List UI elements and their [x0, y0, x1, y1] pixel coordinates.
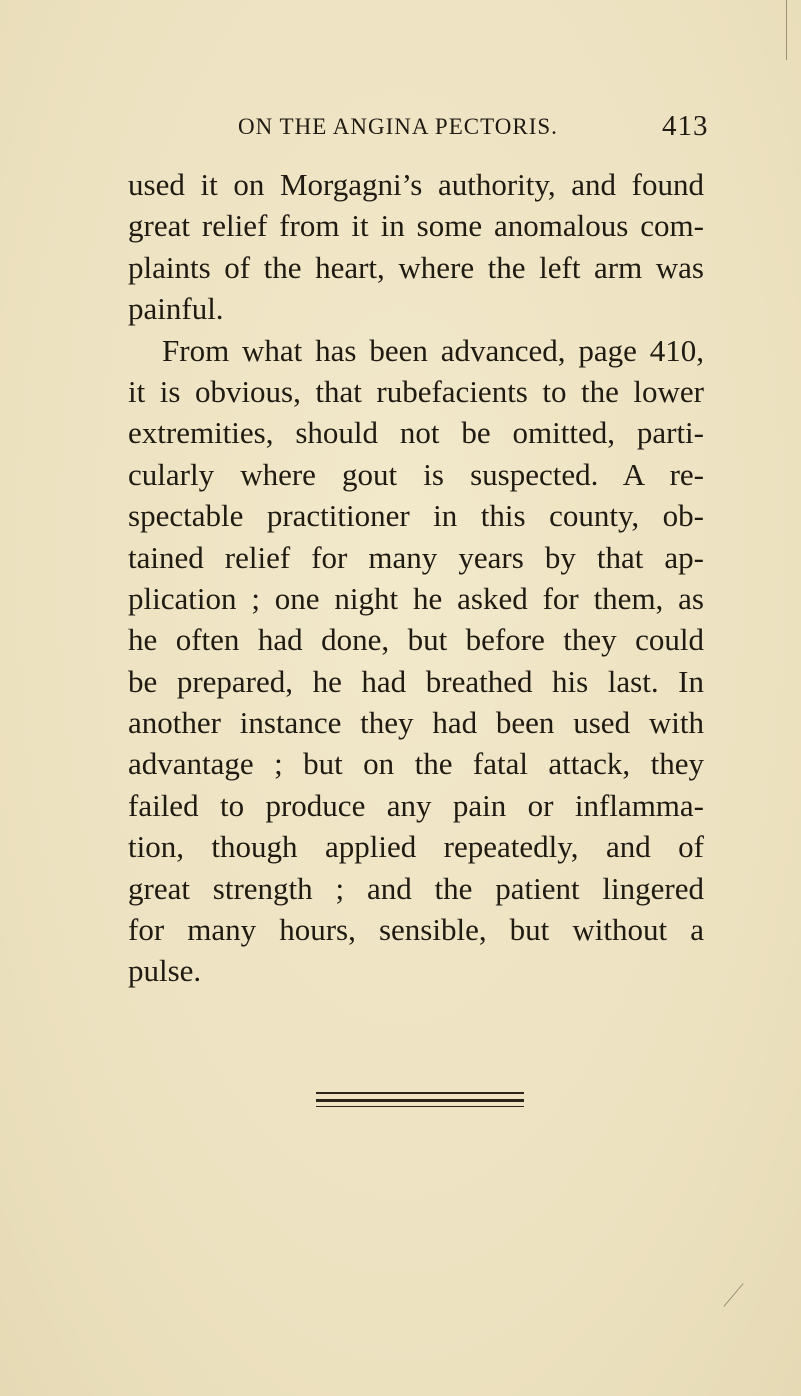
body-text: [128, 164, 704, 992]
text-line: tained relief for many years by that ap-: [128, 539, 704, 575]
page-edge-mark: [786, 0, 787, 60]
text-line: extremities, should not be omitted, parti-: [128, 415, 704, 451]
text-line: advantage ; but on the fatal attack, they: [128, 746, 704, 782]
text-line: be prepared, he had breathed his last. In: [128, 663, 704, 699]
text-line: used it on Morgagni’s authority, and found: [128, 167, 704, 202]
text-line: plication ; one night he asked for them, as: [128, 580, 704, 616]
section-rule: [316, 1099, 524, 1102]
text-line: cularly where gout is suspected. A re-: [128, 456, 704, 492]
section-rule: [316, 1092, 524, 1094]
text-line: it is obvious, that rubefacients to the lower: [128, 373, 704, 409]
text-line: another instance they had been used with: [128, 705, 704, 741]
text-line: tion, though applied repeatedly, and of: [128, 829, 704, 865]
text-line: he often had done, but before they could: [128, 622, 704, 658]
text-line: great strength ; and the patient lingered: [128, 870, 704, 906]
text-line: failed to produce any pain or inflamma-: [128, 787, 704, 823]
page-edge-mark: [723, 1283, 743, 1307]
section-rule: [316, 1106, 524, 1107]
text-line: great relief from it in some anomalous com-: [128, 208, 704, 244]
text-line: spectable practitioner in this county, ob-: [128, 498, 704, 534]
running-head: ON THE ANGINA PECTORIS.: [238, 114, 558, 139]
text-line: plaints of the heart, where the left arm was: [128, 249, 704, 285]
text-line: From what has been advanced, page 410,: [162, 332, 704, 368]
text-line: painful.: [128, 291, 224, 327]
page-number: 413: [662, 110, 709, 142]
text-line: pulse.: [128, 953, 202, 989]
text-line: for many hours, sensible, but without a: [128, 912, 704, 948]
